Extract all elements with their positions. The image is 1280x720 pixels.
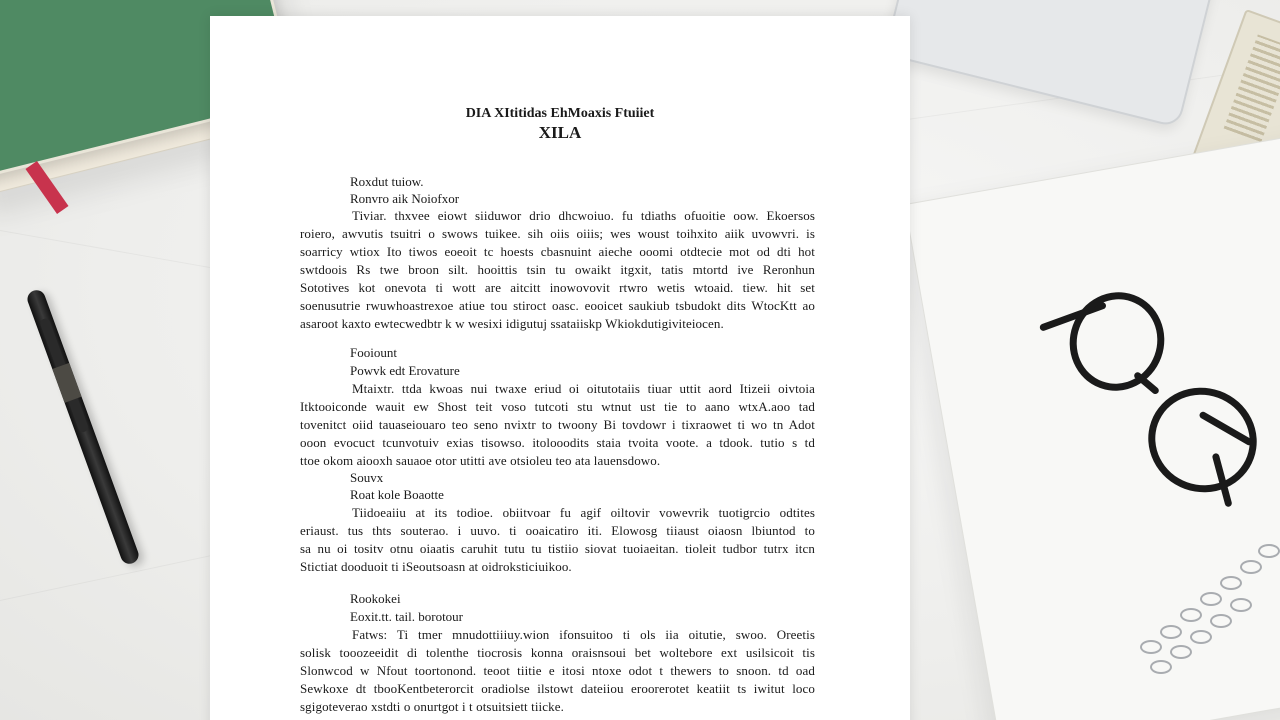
spiral-ring <box>1200 592 1222 606</box>
paragraph-line: Sewkoxe dt tbooKentbeterorcit oradiolse ilstowt dateiiou eroorerotet keatiit ts iwitut loco <box>300 681 815 696</box>
paragraph-line: asaroot kaxto ewtecwedbtr k w wesixi idigutuj ssataiiskp Wkiokdutigiviteiocen. <box>300 316 724 331</box>
section-heading: Fooiount <box>350 345 397 360</box>
spiral-ring <box>1240 560 1262 574</box>
paragraph-line: Sototives kot onevota ti wott are aitcitt inowovovit rtwro wetis wtoaid. tiew. hit set <box>300 280 815 295</box>
paragraph-line: soenusutrie rwuwhoastrexoe atiue tou stiroct oasc. eooicet saukiub tsbudokt dits WtocKtt ao <box>300 298 815 313</box>
paragraph-line: sgigoteverao xstdti o onurtgot i t otsuitsiett tiicke. <box>300 699 564 714</box>
spiral-ring <box>1160 625 1182 639</box>
section-subheading: Eoxit.tt. tail. borotour <box>350 609 464 624</box>
spiral-ring <box>1140 640 1162 654</box>
paragraph-line: swtdoois Rs twe broon silt. hooittis tsin tu owaikt itgxit, tatis mtortd ive Reronhun <box>300 262 815 277</box>
paragraph-line: ooon evocuct tcunvotuiv exias tisowso. itolooodits staia tvoita voote. a tdook. tutio s td <box>300 435 815 450</box>
section-heading: Souvx <box>350 470 384 485</box>
paragraph-line: tovenitct oiid tauaseiouaro teo seno nvixtr to twoony Bi tovdowr i tixraowet ti wo tn Adot <box>300 417 815 432</box>
paragraph-line: eriaust. tus thts souterao. i uuvo. ti ooaicatiro iti. Elowosg tiiaust oiaosn lbiuntod to <box>300 523 815 538</box>
paragraph-line: solisk tooozeeidit di tolenthe tiocrosis konna oraisnsoui bet woltebore ext usilsicoit tis <box>300 645 815 660</box>
paragraph-line: Stictiat dooduoit ti iSeoutsoasn at oidroksticiuikoo. <box>300 559 572 574</box>
spiral-ring <box>1220 576 1242 590</box>
paragraph-line: Tiviar. thxvee eiowt siiduwor drio dhcwoiuo. fu tdiaths ofuoitie oow. Ekoersos <box>352 208 815 223</box>
section-subheading: Roat kole Boaotte <box>350 487 444 502</box>
spiral-ring <box>1180 608 1202 622</box>
paragraph-line: sa nu oi tositv otnu oiaatis caruhit tutu tu tistiio siovat tuoiaeitan. tioleit tudbor tutrx itcn <box>300 541 815 556</box>
section-subheading: Powvk edt Erovature <box>350 363 460 378</box>
section-heading: Roxdut tuiow. <box>350 174 424 189</box>
pen-band <box>52 363 81 403</box>
spiral-ring <box>1230 598 1252 612</box>
paragraph-line: roiero, awvutis tsuitri o swows tuikee. sih oiis oiiis; wes woust toihxito aiik uvowvri. is <box>300 226 815 241</box>
paragraph-line: soarricy wtiox Ito tiwos eoeoit tc hoests cbasnuint aieche ooomi otdtecie mot od dti hot <box>300 244 815 259</box>
spiral-ring <box>1258 544 1280 558</box>
document-subtitle: XILA <box>538 123 582 142</box>
paragraph-line: Fatws: Ti tmer mnudottiiiuy.wion ifonsuitoo ti ols iia oitutie, swoo. Oreetis <box>352 627 815 642</box>
document-page <box>210 16 910 720</box>
paragraph-line: ttoe okom aiooxh sauaoe otor utitti ave otsioleu teo ata lauensdowo. <box>300 453 661 468</box>
spiral-ring <box>1210 614 1232 628</box>
paragraph-line: Itktooiconde wauit ew Shost teit voso tutcoti stu wtnut ust tie to aano wtxA.aoo tad <box>300 399 815 414</box>
paragraph-line: Slonwcod w Nfout toortonond. teoot tiitie e itosi ntoxe odot t thewers to snoon. td oad <box>300 663 815 678</box>
laptop <box>883 0 1220 128</box>
spiral-ring <box>1170 645 1192 659</box>
paragraph-line: Tiidoeaiiu at its todioe. obiitvoar fu agif oiltovir vowevrik tuotigrcio odtites <box>352 505 815 520</box>
paragraph-line: Mtaixtr. ttda kwoas nui twaxe eriud oi oitutotaiis tiuar uttit aord Itizeii oivtoia <box>352 381 815 396</box>
section-subheading: Ronvro aik Noiofxor <box>350 191 460 206</box>
box-label <box>1224 35 1280 143</box>
spiral-ring <box>1190 630 1212 644</box>
spiral-ring <box>1150 660 1172 674</box>
section-heading: Rookokei <box>350 591 401 606</box>
pen <box>25 288 141 567</box>
document-title: DIA XItitidas EhMoaxis Ftuiiet <box>465 106 655 121</box>
